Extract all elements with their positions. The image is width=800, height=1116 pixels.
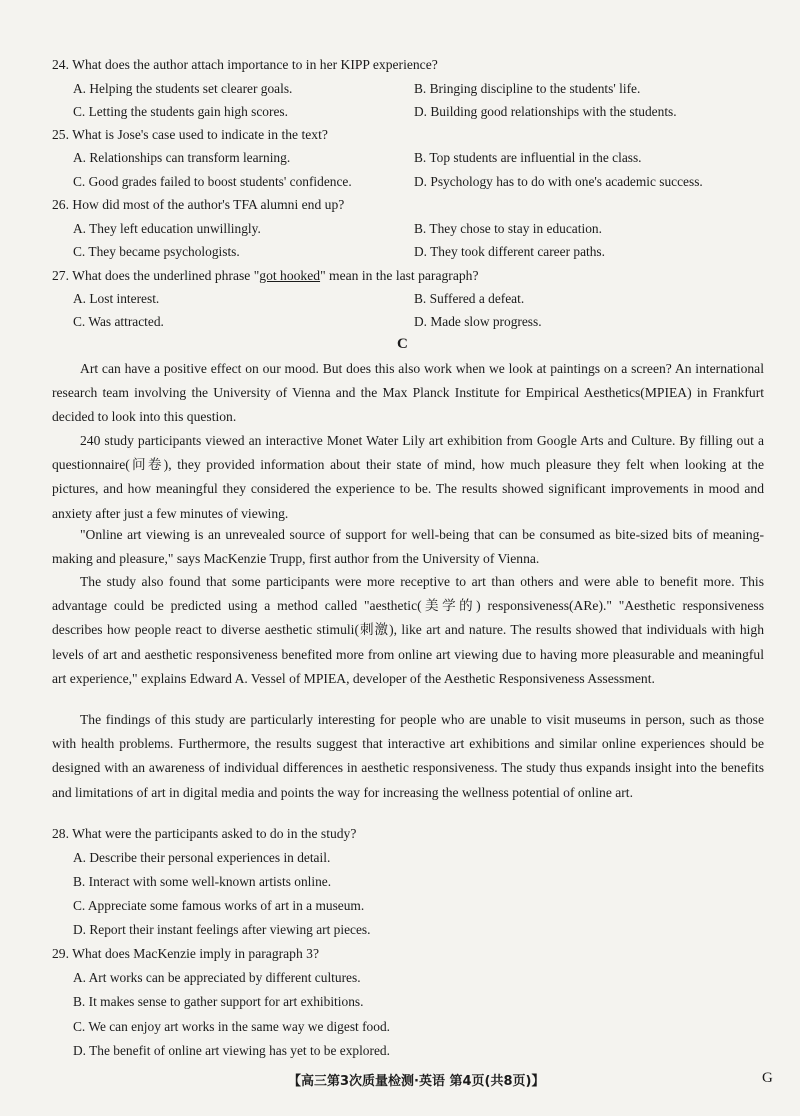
question-27-stem-pre: 27. What does the underlined phrase ": [52, 268, 260, 283]
question-27-option-d: D. Made slow progress.: [414, 314, 542, 329]
question-24-option-b: B. Bringing discipline to the students' life.: [414, 81, 641, 96]
question-25-option-a: A. Relationships can transform learning.: [73, 150, 291, 165]
footer-version-mark: G: [762, 1070, 773, 1086]
passage-paragraph-3: "Online art viewing is an unrevealed source of support for well-being that can be consumed as bite-sized bits of meaning-making and pleasure," says MacKenzie Trupp, first author from the University of Vienna.: [52, 527, 764, 567]
question-27-option-b: B. Suffered a defeat.: [414, 291, 525, 306]
question-27-stem-post: " mean in the last paragraph?: [320, 268, 479, 283]
section-heading: C: [397, 336, 408, 352]
passage-paragraph-5: The findings of this study are particularly interesting for people who are unable to visit museums in person, such as those with health problems. Furthermore, the results suggest that interactive art exhibitions and similar online experiences should be designed with an awareness of individual differences in aesthetic responsiveness. The study thus expands insight into the benefits and limitations of art in digital media and points the way for increasing the wellness potential of online art.: [52, 712, 764, 800]
passage-paragraph-1: Art can have a positive effect on our mood. But does this also work when we look at paintings on a screen? An international research team involving the University of Vienna and the Max Planck Institute for Empirical Aesthetics(MPIEA) in Frankfurt decided to look into this question.: [52, 361, 764, 425]
question-29-option-a: A. Art works can be appreciated by different cultures.: [73, 970, 361, 985]
question-27-option-c: C. Was attracted.: [73, 314, 164, 329]
passage-paragraph-4: The study also found that some participants were more receptive to art than others and were able to benefit more. This advantage could be predicted using a method called "aesthetic(美学的) responsiveness(ARe)." "Aesthetic responsiveness describes how people react to diverse aesthetic stimuli(刺激), like art and nature. The results showed that individuals with high levels of art and aesthetic responsiveness benefited more from online art viewing due to having more pleasurable and meaningful art experience," explains Edward A. Vessel of MPIEA, developer of the Aesthetic Responsiveness Assessment.: [52, 574, 764, 686]
question-28-stem: 28. What were the participants asked to do in the study?: [52, 826, 357, 841]
underlined-phrase: got hooked: [259, 268, 321, 283]
question-24-option-a: A. Helping the students set clearer goals.: [73, 81, 293, 96]
question-25-option-b: B. Top students are influential in the class.: [414, 150, 642, 165]
question-26-option-d: D. They took different career paths.: [414, 244, 605, 259]
passage-paragraph-2: 240 study participants viewed an interactive Monet Water Lily art exhibition from Google Arts and Culture. By filling out a questionnaire(问卷), they provided information about their state of mind, how much pleasure they felt when looking at the pictures, and how meaningful they considered the experience to be. The results showed significant improvements in mood and anxiety after just a few minutes of viewing.: [52, 433, 764, 521]
question-25-option-d: D. Psychology has to do with one's academic success.: [414, 174, 703, 189]
question-26-option-c: C. They became psychologists.: [73, 244, 240, 259]
question-28-option-d: D. Report their instant feelings after viewing art pieces.: [73, 922, 371, 937]
question-24-option-d: D. Building good relationships with the students.: [414, 104, 677, 119]
question-28-option-b: B. Interact with some well-known artists online.: [73, 874, 332, 889]
footer-page-info: 【高三第3次质量检测·英语 第4页(共8页)】: [288, 1074, 545, 1089]
question-29-option-c: C. We can enjoy art works in the same way we digest food.: [73, 1019, 390, 1034]
question-24-option-c: C. Letting the students gain high scores.: [73, 104, 288, 119]
question-26-stem: 26. How did most of the author's TFA alumni end up?: [52, 197, 345, 212]
question-25-stem: 25. What is Jose's case used to indicate in the text?: [52, 127, 328, 142]
question-27-stem: [52, 266, 478, 286]
question-26-option-b: B. They chose to stay in education.: [414, 221, 602, 236]
question-29-option-b: B. It makes sense to gather support for art exhibitions.: [73, 994, 364, 1009]
question-26-option-a: A. They left education unwillingly.: [73, 221, 261, 236]
question-28-option-c: C. Appreciate some famous works of art in a museum.: [73, 898, 365, 913]
question-29-option-d: D. The benefit of online art viewing has yet to be explored.: [73, 1043, 390, 1058]
question-27-option-a: A. Lost interest.: [73, 291, 160, 306]
question-28-option-a: A. Describe their personal experiences in detail.: [73, 850, 331, 865]
question-24-stem: 24. What does the author attach importance to in her KIPP experience?: [52, 57, 438, 72]
question-25-option-c: C. Good grades failed to boost students' confidence.: [73, 174, 352, 189]
question-29-stem: 29. What does MacKenzie imply in paragraph 3?: [52, 946, 320, 961]
